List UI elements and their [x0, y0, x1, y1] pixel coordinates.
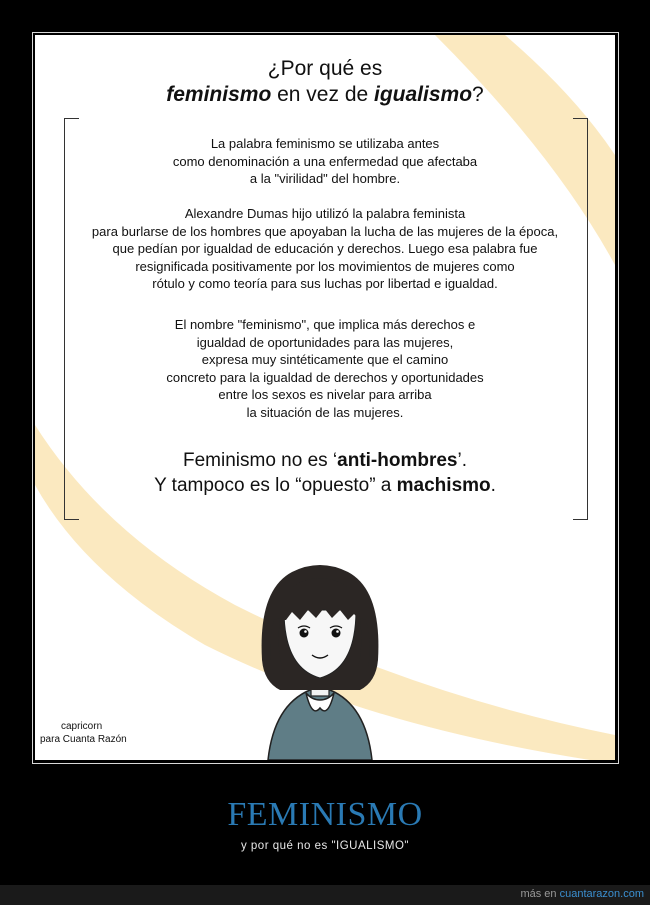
caption-title: FEMINISMO — [227, 796, 423, 833]
footer-text — [520, 888, 644, 900]
page-title-line2 — [35, 81, 615, 108]
conclusion-line2 — [35, 473, 615, 498]
page-title-line1: ¿Por qué es — [267, 57, 383, 80]
conclusion-keyword: anti-hombres — [337, 450, 458, 471]
paragraph-line: entre los sexos es nivelar para arriba — [218, 387, 432, 402]
paragraph-line: para burlarse de los hombres que apoyaban la lucha de las mujeres de la época, — [91, 223, 559, 239]
title-keyword-feminismo: feminismo — [166, 83, 272, 106]
title-end: ? — [472, 83, 484, 106]
paragraph-origin — [35, 135, 615, 188]
paragraph-meaning — [35, 316, 615, 421]
footer-bar — [0, 885, 650, 905]
conclusion-text: . — [490, 475, 496, 496]
credit-author: capricorn — [61, 721, 103, 732]
poster-panel — [35, 35, 615, 760]
conclusion-text: Feminismo no es ‘ — [182, 450, 338, 471]
paragraph-line: igualdad de oportunidades para las mujeres, — [196, 334, 454, 350]
paragraph-line: que pedían por igualdad de educación y derechos. Luego esa palabra fue — [112, 241, 538, 256]
credit-site: para Cuanta Razón — [40, 734, 127, 745]
paragraph-line: concreto para la igualdad de derechos y oportunidades — [166, 369, 484, 385]
paragraph-line: la situación de las mujeres. — [246, 404, 404, 420]
paragraph-line: La palabra feminismo se utilizaba antes — [210, 136, 440, 151]
title-mid: en vez de — [271, 83, 375, 106]
paragraph-line: El nombre "feminismo", que implica más derechos e — [174, 317, 476, 332]
paragraph-line: a la "virilidad" del hombre. — [249, 171, 401, 186]
conclusion-line1 — [35, 448, 615, 473]
paragraph-line: rótulo y como teoría para sus luchas por libertad e igualdad. — [152, 276, 498, 291]
conclusion-keyword: machismo — [396, 475, 491, 496]
conclusion-text: Y tampoco es lo “opuesto” a — [154, 475, 397, 496]
caption-subtitle: y por qué no es "IGUALISMO" — [240, 840, 410, 852]
title-keyword-igualismo: igualismo — [374, 83, 473, 106]
paragraph-line: resignificada positivamente por los movimientos de mujeres como — [135, 258, 515, 274]
paragraph-line: expresa muy sintéticamente que el camino — [201, 352, 449, 367]
conclusion-text: ’. — [457, 450, 468, 471]
paragraph-line: Alexandre Dumas hijo utilizó la palabra feminista — [184, 206, 466, 221]
footer-site-link[interactable]: cuantarazon.com — [559, 888, 644, 900]
paragraph-line: como denominación a una enfermedad que afectaba — [172, 153, 478, 169]
footer-prefix: más en — [520, 888, 560, 900]
paragraph-dumas — [35, 205, 615, 293]
conclusion — [35, 448, 615, 498]
girl-illustration — [240, 550, 400, 760]
author-credit — [40, 720, 127, 746]
